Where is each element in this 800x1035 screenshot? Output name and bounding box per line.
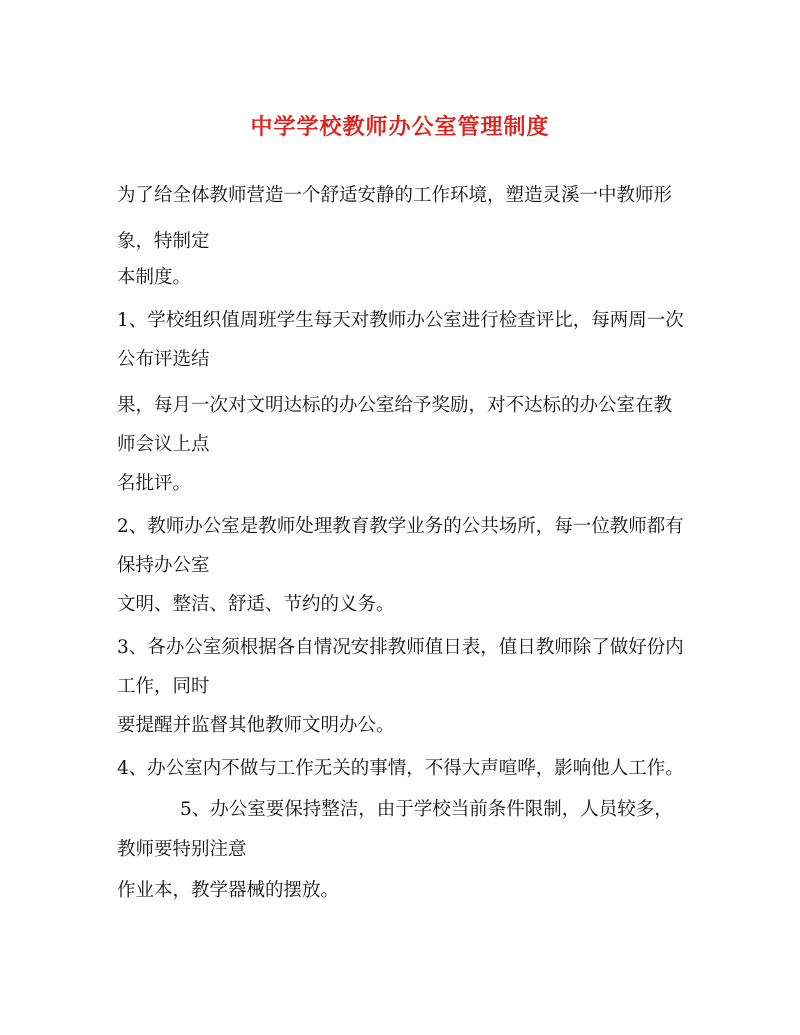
body-line: 1、学校组织值周班学生每天对教师办公室进行检查评比，每两周一次 — [117, 310, 684, 331]
body-line: 作业本，教学器械的摆放。 — [117, 880, 340, 901]
body-line: 本制度。 — [117, 267, 192, 288]
body-line: 公布评选结 — [117, 349, 210, 370]
body-line: 象，特制定 — [117, 231, 210, 252]
body-line: 2、教师办公室是教师处理教育教学业务的公共场所，每一位教师都有 — [117, 516, 684, 537]
body-line: 教师要特别注意 — [117, 839, 247, 860]
body-line: 4、办公室内不做与工作无关的事情，不得大声喧哗，影响他人工作。 — [117, 758, 684, 779]
body-line: 要提醒并监督其他教师文明办公。 — [117, 715, 395, 736]
document-title: 中学学校教师办公室管理制度 — [250, 114, 550, 140]
body-line: 师会议上点 — [117, 434, 210, 455]
body-line: 5、办公室要保持整洁，由于学校当前条件限制，人员较多， — [180, 799, 673, 820]
body-line: 保持办公室 — [117, 555, 210, 576]
body-line: 文明、整洁、舒适、节约的义务。 — [117, 594, 395, 615]
body-line: 3、各办公室须根据各自情况安排教师值日表，值日教师除了做好份内 — [117, 637, 684, 658]
body-line: 工作，同时 — [117, 676, 210, 697]
body-line: 名批评。 — [117, 473, 192, 494]
body-line: 为了给全体教师营造一个舒适安静的工作环境，塑造灵溪一中教师形 — [117, 185, 673, 206]
body-line: 果，每月一次对文明达标的办公室给予奖励，对不达标的办公室在教 — [117, 395, 673, 416]
